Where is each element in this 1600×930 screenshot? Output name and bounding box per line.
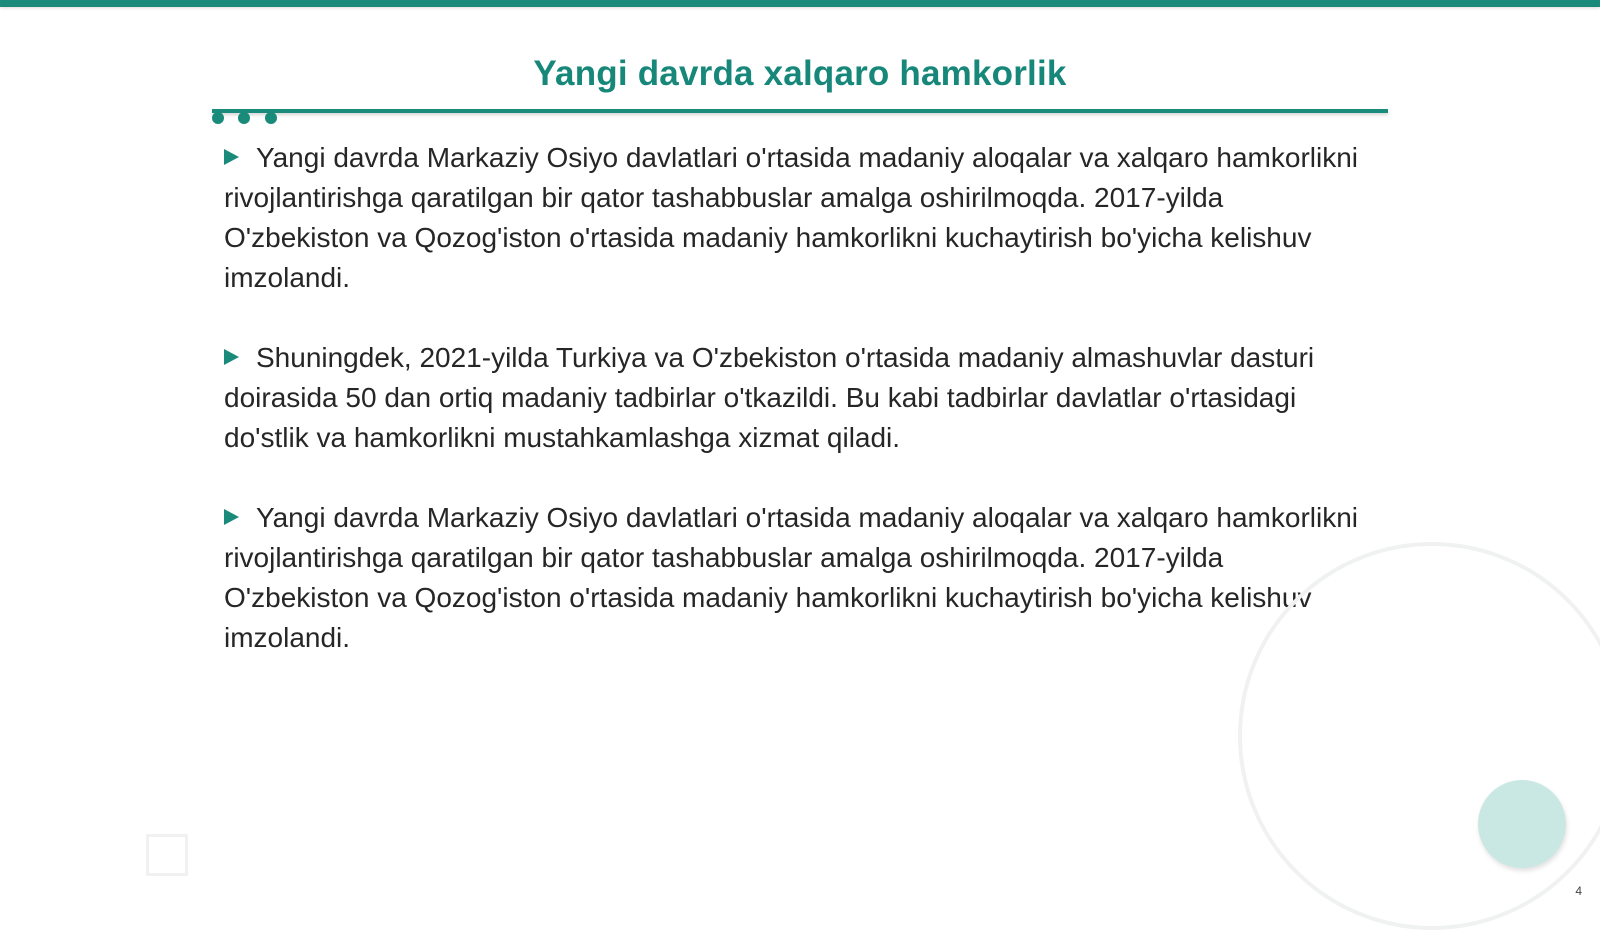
bullet-text: Shuningdek, 2021-yilda Turkiya va O'zbekiston o'rtasida madaniy almashuvlar dasturi doirasida 50 dan ortiq madaniy tadbirlar o'tkazildi. Bu kabi tadbirlar davlatlar o'rtasidagi do'stlik va hamkorlikni mustahkamlashga xizmat qiladi. (224, 342, 1315, 453)
slide-title: Yangi davrda xalqaro hamkorlik (533, 54, 1067, 93)
top-accent-bar (0, 0, 1600, 7)
bullet-text: Yangi davrda Markaziy Osiyo davlatlari o'rtasida madaniy aloqalar va xalqaro hamkorlikni rivojlantirishga qaratilgan bir qator tashabbuslar amalga oshirilmoqda. 2017-yilda O'zbekiston va Qozog'iston o'rtasida madaniy hamkorlikni kuchaytirish bo'yicha kelishuv imzolandi. (224, 142, 1359, 293)
triangle-bullet-icon (224, 509, 239, 525)
triangle-bullet-icon (224, 149, 239, 165)
decorative-square (146, 834, 188, 876)
decorative-ring (1238, 542, 1600, 930)
underline-dot (212, 112, 224, 124)
bullet-text: Yangi davrda Markaziy Osiyo davlatlari o'rtasida madaniy aloqalar va xalqaro hamkorlikni rivojlantirishga qaratilgan bir qator tashabbuslar amalga oshirilmoqda. 2017-yilda O'zbekiston va Qozog'iston o'rtasida madaniy hamkorlikni kuchaytirish bo'yicha kelishuv imzolandi. (224, 502, 1359, 653)
decorative-circle (1478, 780, 1566, 868)
underline-dot (238, 112, 250, 124)
bullet-item (224, 138, 1374, 298)
bullet-item (224, 338, 1374, 458)
title-underline (212, 109, 1388, 113)
underline-dot (265, 112, 277, 124)
page-number: 4 (1575, 884, 1582, 898)
triangle-bullet-icon (224, 349, 239, 365)
bullet-item (224, 498, 1374, 658)
bullet-list (224, 138, 1374, 698)
